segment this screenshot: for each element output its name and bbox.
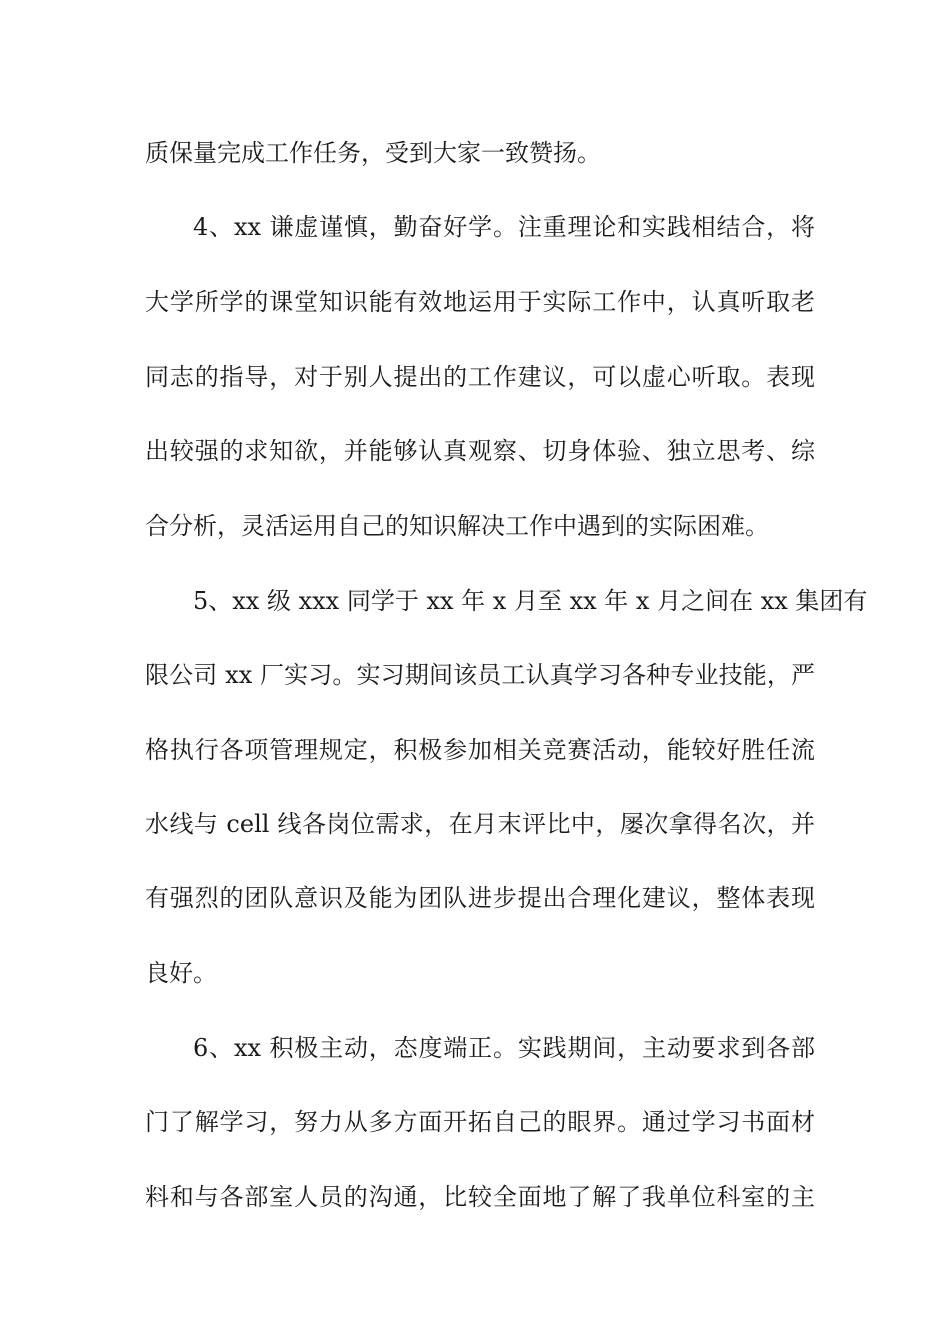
text-line-9: 格执行各项管理规定，积极参加相关竞赛活动，能较好胜任流 (145, 736, 815, 764)
text-line-7: 5、xx 级 xxx 同学于 xx 年 x 月至 xx 年 x 月之间在 xx 集团有 (193, 587, 868, 615)
text-line-10: 水线与 cell 线各岗位需求，在月末评比中，屡次拿得名次，并 (145, 810, 815, 838)
text-line-1: 质保量完成工作任务，受到大家一致赞扬。 (145, 139, 601, 167)
text-line-2: 4、xx 谦虚谨慎，勤奋好学。注重理论和实践相结合，将 (193, 213, 815, 241)
text-line-4: 同志的指导，对于别人提出的工作建议，可以虚心听取。表现 (145, 363, 815, 391)
text-line-14: 门了解学习，努力从多方面开拓自己的眼界。通过学习书面材 (145, 1108, 815, 1136)
text-line-15: 料和与各部室人员的沟通，比较全面地了解了我单位科室的主 (145, 1183, 815, 1211)
text-line-13: 6、xx 积极主动，态度端正。实践期间，主动要求到各部 (193, 1034, 815, 1062)
text-line-12: 良好。 (145, 959, 217, 987)
text-line-8: 限公司 xx 厂实习。实习期间该员工认真学习各种专业技能，严 (145, 661, 815, 689)
text-line-6: 合分析，灵活运用自己的知识解决工作中遇到的实际困难。 (145, 512, 769, 540)
text-line-11: 有强烈的团队意识及能为团队进步提出合理化建议，整体表现 (145, 884, 815, 912)
text-line-5: 出较强的求知欲，并能够认真观察、切身体验、独立思考、综 (145, 437, 815, 465)
text-line-3: 大学所学的课堂知识能有效地运用于实际工作中，认真听取老 (145, 288, 815, 316)
